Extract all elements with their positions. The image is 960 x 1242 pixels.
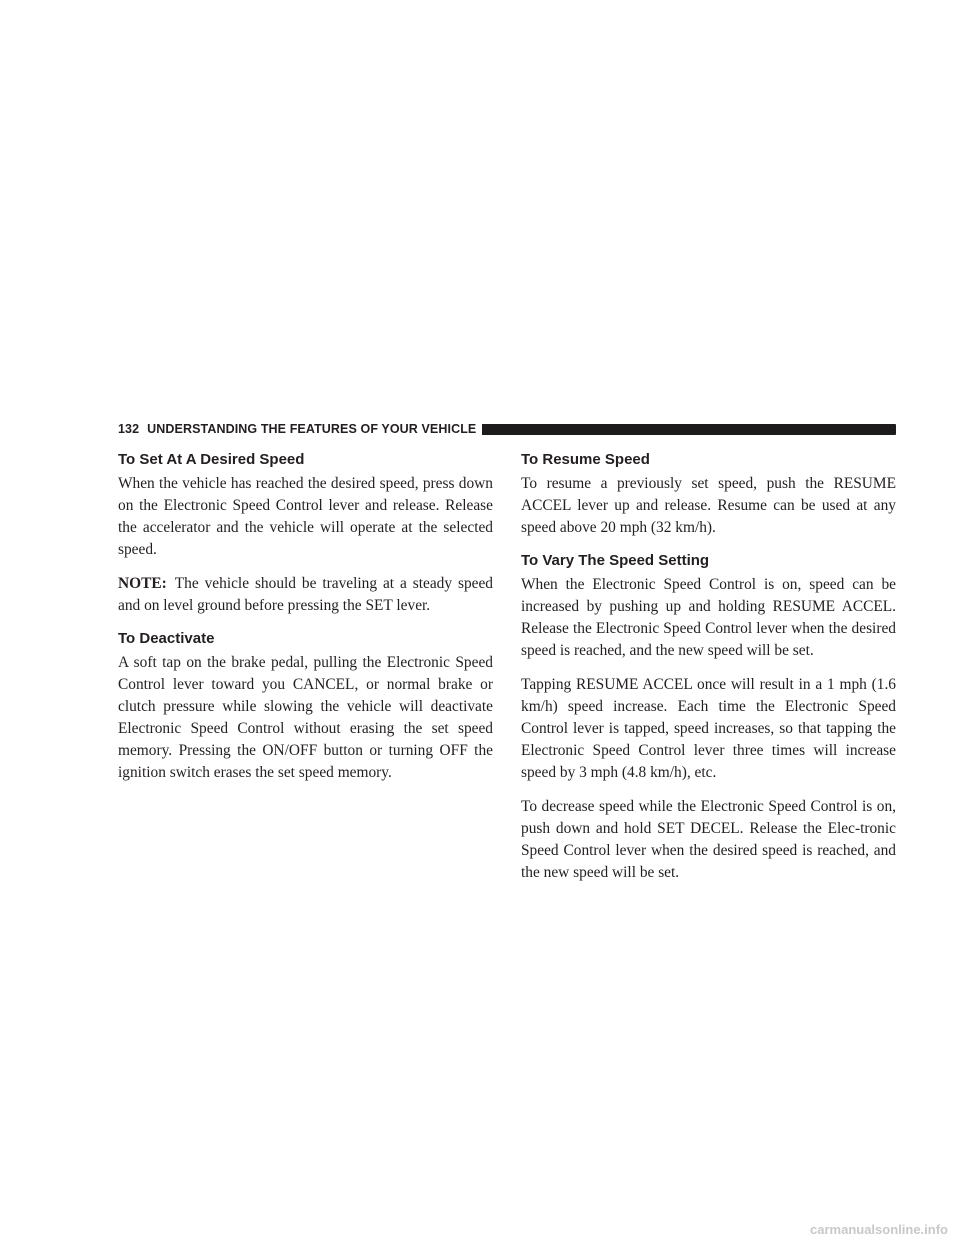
vary-speed-paragraph-1: When the Electronic Speed Control is on, speed can be increased by pushing up and holding RESUME ACCEL. Release the Electronic Speed Control lever when the desired speed is reached, and the new speed will be set. [521, 576, 896, 659]
resume-speed-paragraph: To resume a previously set speed, push the RESUME ACCEL lever up and release. Resume can be used at any speed above 20 mph (32 km/h). [521, 475, 896, 536]
section-title: UNDERSTANDING THE FEATURES OF YOUR VEHICLE [147, 422, 477, 436]
vary-speed-heading: To Vary The Speed Setting [521, 552, 710, 569]
vary-speed-paragraph-3: To decrease speed while the Electronic Speed Control is on, push down and hold SET DECEL. Release the Elec-tronic Speed Control lever when the desired speed is reached, and the new speed will be set. [521, 798, 896, 881]
resume-speed-heading: To Resume Speed [521, 451, 650, 468]
left-column [118, 450, 493, 796]
set-speed-heading: To Set At A Desired Speed [118, 451, 305, 468]
deactivate-heading: To Deactivate [118, 630, 215, 647]
note-text: The vehicle should be traveling at a steady speed and on level ground before pressing the SET lever. [118, 575, 493, 614]
deactivate-paragraph: A soft tap on the brake pedal, pulling the Electronic Speed Control lever toward you CANCEL, or normal brake or clutch pressure while slowing the vehicle will deactivate Electronic Speed Control without erasing the set speed memory. Pressing the ON/OFF button or turning OFF the ignition switch erases the set speed memory. [118, 654, 493, 781]
set-speed-paragraph: When the vehicle has reached the desired speed, press down on the Electronic Speed Control lever and release. Release the accelerator and the vehicle will operate at the selected speed. [118, 475, 493, 558]
header-rule [482, 424, 896, 435]
page-number: 132 [118, 422, 140, 436]
vary-speed-paragraph-2: Tapping RESUME ACCEL once will result in a 1 mph (1.6 km/h) speed increase. Each time the Electronic Speed Control lever is tapped, speed increases, so that tapping the Electronic Speed Control lever three times will increase speed by 3 mph (4.8 km/h), etc. [521, 676, 896, 781]
note-label: NOTE: [118, 575, 167, 592]
right-column [521, 450, 896, 896]
note-paragraph [118, 573, 493, 617]
watermark-text: carmanualsonline.info [810, 1222, 948, 1237]
page-header [118, 420, 896, 438]
